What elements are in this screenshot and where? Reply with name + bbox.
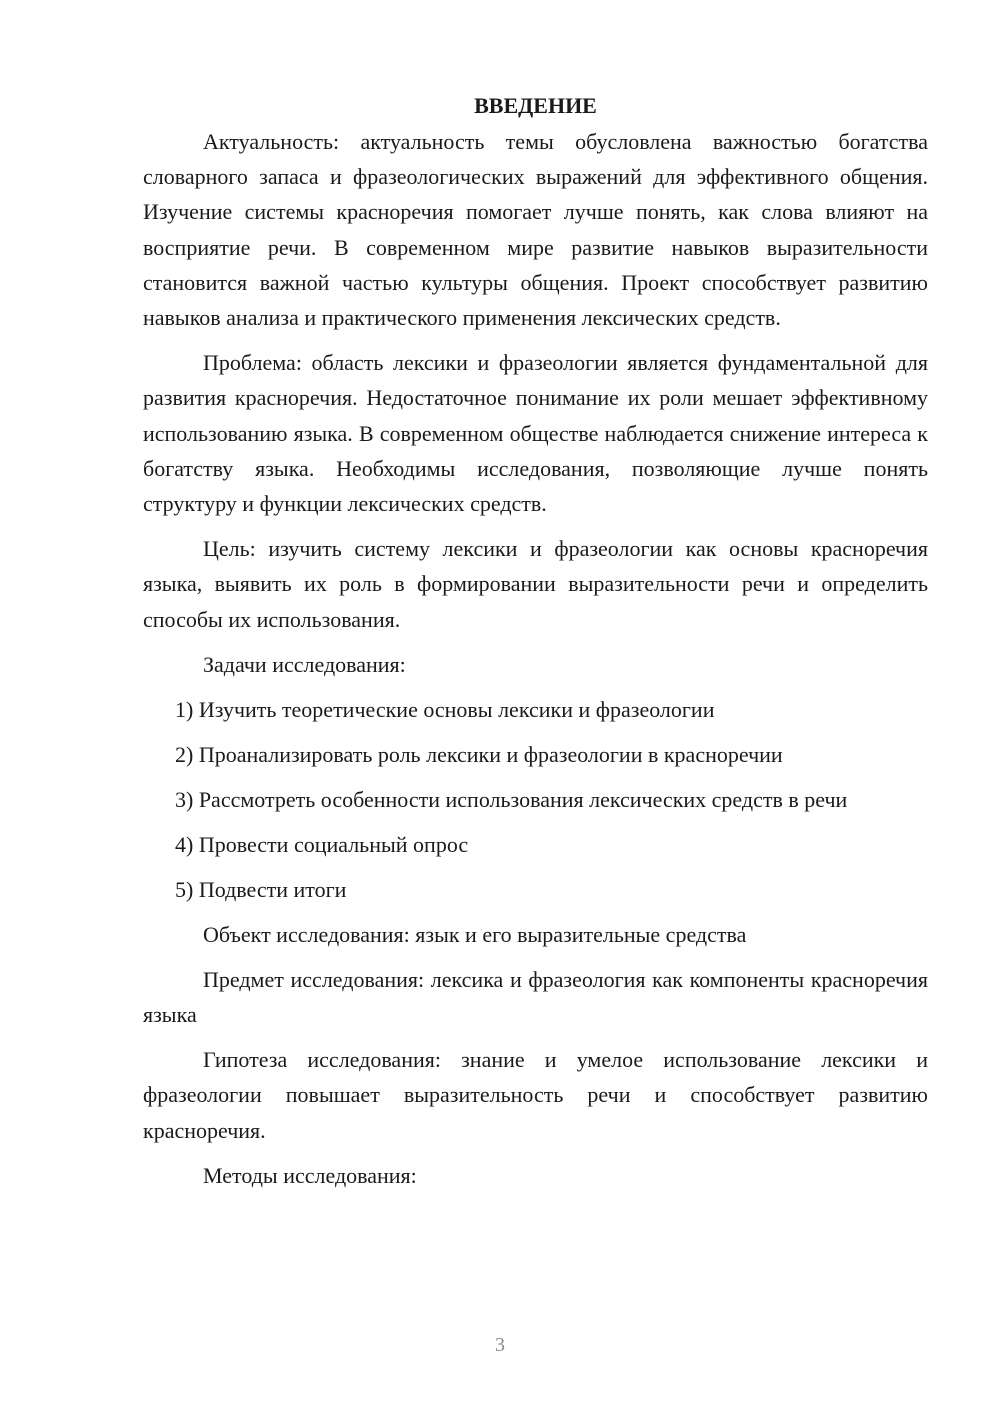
list-item: 1) Изучить теоретические основы лексики и фразеологии xyxy=(175,696,715,722)
tasks-list xyxy=(143,692,928,907)
list-item: 3) Рассмотреть особенности использования лексических средств в речи xyxy=(175,786,848,812)
page-number: 3 xyxy=(495,1334,505,1356)
list-item: 5) Подвести итоги xyxy=(175,876,347,902)
hypothesis-paragraph: Гипотеза исследования: знание и умелое использование лексики и фразеологии повышает выразительность речи и способствует развитию красноречия. xyxy=(143,1047,928,1143)
goal-paragraph: Цель: изучить систему лексики и фразеологии как основы красноречия языка, выявить их роль в формировании выразительности речи и определить способы их использования. xyxy=(143,536,928,632)
document-page xyxy=(143,88,928,1203)
section-title: ВВЕДЕНИЕ xyxy=(474,93,597,118)
subject-paragraph: Предмет исследования: лексика и фразеология как компоненты красноречия языка xyxy=(143,966,928,1028)
list-item: 2) Проанализировать роль лексики и фразеологии в красноречии xyxy=(175,741,783,767)
methods-heading: Методы исследования: xyxy=(203,1162,417,1188)
relevance-paragraph: Актуальность: актуальность темы обусловлена важностью богатства словарного запаса и фразеологических выражений для эффективного общения. Изучение системы красноречия помогает лучше понять, как слова влияют на восприятие речи. В современном мире развитие навыков выразительности становится важной частью культуры общения. Проект способствует развитию навыков анализа и практического применения лексических средств. xyxy=(143,129,928,331)
problem-paragraph: Проблема: область лексики и фразеологии является фундаментальной для развития красноречия. Недостаточное понимание их роли мешает эффективному использованию языка. В современном обществе наблюдается снижение интереса к богатству языка. Необходимы исследования, позволяющие лучше понять структуру и функции лексических средств. xyxy=(143,350,928,517)
tasks-heading: Задачи исследования: xyxy=(203,651,406,677)
list-item: 4) Провести социальный опрос xyxy=(175,831,469,857)
object-line: Объект исследования: язык и его выразительные средства xyxy=(203,921,747,947)
